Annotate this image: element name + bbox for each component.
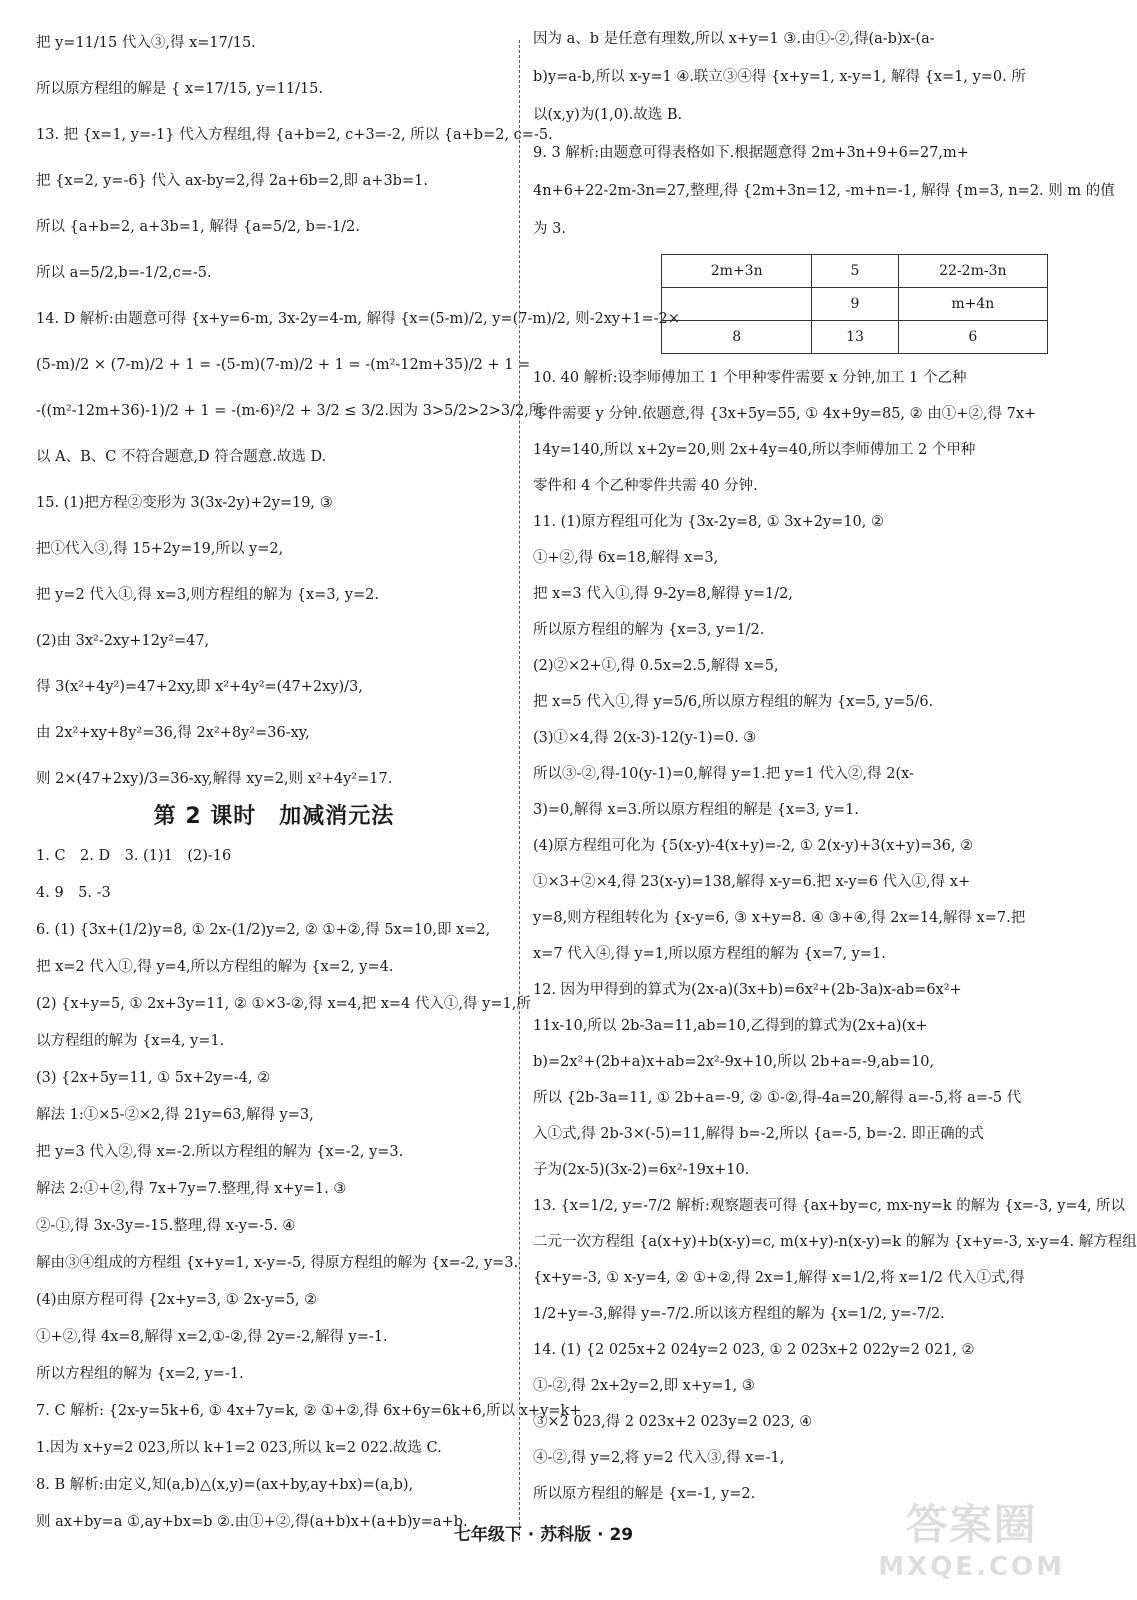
right-column: [533, 20, 1137, 1512]
text-line: 所以方程组的解为 {x=2, y=-1.: [36, 1366, 244, 1382]
text-line: 13. {x=1/2, y=-7/2 解析:观察题表可得 {ax+by=c, mx-ny=k 的解为 {x=-3, y=4, 所以: [533, 1198, 1126, 1214]
text-line: (4)由原方程可得 {2x+y=3, ① 2x-y=5, ②: [36, 1292, 318, 1308]
text-line: ④-②,得 y=2,将 y=2 代入③,得 x=-1,: [533, 1450, 785, 1466]
table-row: [662, 321, 1048, 354]
text-line: 6. (1) {3x+(1/2)y=8, ① 2x-(1/2)y=2, ② ①+②,得 5x=10,即 x=2,: [36, 922, 491, 938]
text-line: 14. (1) {2 025x+2 024y=2 023, ① 2 023x+2 022y=2 021, ②: [533, 1342, 975, 1358]
text-line: 3)=0,解得 x=3.所以原方程组的解是 {x=3, y=1.: [533, 802, 859, 818]
text-line: ①+②,得 4x=8,解得 x=2,①-②,得 2y=-2,解得 y=-1.: [36, 1329, 388, 1345]
text-line: 把 y=3 代入②,得 x=-2.所以方程组的解为 {x=-2, y=3.: [36, 1144, 404, 1160]
text-line: 以方程组的解为 {x=4, y=1.: [36, 1033, 225, 1049]
text-line: 9. 3 解析:由题意可得表格如下.根据题意得 2m+3n+9+6=27,m+: [533, 145, 969, 161]
answer-table: [661, 254, 1048, 354]
text-line: 7. C 解析: {2x-y=5k+6, ① 4x+7y=k, ② ①+②,得 6x+6y=6k+6,所以 x+y=k+: [36, 1403, 582, 1419]
text-line: b)=2x²+(2b+a)x+ab=2x²-9x+10,所以 2b+a=-9,ab=10,: [533, 1054, 935, 1070]
watermark-bottom: MXQE.COM: [878, 1552, 1065, 1582]
text-line: 4n+6+22-2m-3n=27,整理,得 {2m+3n=12, -m+n=-1, 解得 {m=3, n=2. 则 m 的值: [533, 183, 1115, 199]
text-line: ①+②,得 6x=18,解得 x=3,: [533, 550, 719, 566]
text-line: 把①代入③,得 15+2y=19,所以 y=2,: [36, 541, 284, 557]
text-line: (5-m)/2 × (7-m)/2 + 1 = -(5-m)(7-m)/2 + 1 = -(m²-12m+35)/2 + 1 =: [36, 357, 531, 373]
text-line: -((m²-12m+36)-1)/2 + 1 = -(m-6)²/2 + 3/2 ≤ 3/2.因为 3>5/2>2>3/2,所: [36, 403, 544, 419]
text-line: 8. B 解析:由定义,知(a,b)△(x,y)=(ax+by,ay+bx)=(a,b),: [36, 1477, 414, 1493]
text-line: (2)②×2+①,得 0.5x=2.5,解得 x=5,: [533, 658, 779, 674]
text-line: 所以原方程组的解为 {x=3, y=1/2.: [533, 622, 765, 638]
text-line: 因为 a、b 是任意有理数,所以 x+y=1 ③.由①-②,得(a-b)x-(a-: [533, 31, 935, 47]
text-line: 把 x=2 代入①,得 y=4,所以方程组的解为 {x=2, y=4.: [36, 959, 394, 975]
text-line: 解法 1:①×5-②×2,得 21y=63,解得 y=3,: [36, 1107, 314, 1123]
text-line: 把 {x=2, y=-6} 代入 ax-by=2,得 2a+6b=2,即 a+3b=1.: [36, 173, 428, 189]
text-line: 把 y=2 代入①,得 x=3,则方程组的解为 {x=3, y=2.: [36, 587, 379, 603]
text-line: 10. 40 解析:设李师傅加工 1 个甲种零件需要 x 分钟,加工 1 个乙种: [533, 370, 967, 386]
text-line: ①×3+②×4,得 23(x-y)=138,解得 x-y=6.把 x-y=6 代入①,得 x+: [533, 874, 971, 890]
table-cell: 5: [812, 255, 898, 288]
text-line: 所以原方程组的解是 { x=17/15, y=11/15.: [36, 81, 324, 97]
text-line: 14y=140,所以 x+2y=20,则 2x+4y=40,所以李师傅加工 2 个甲种: [533, 442, 976, 458]
text-line: 得 3(x²+4y²)=47+2xy,即 x²+4y²=(47+2xy)/3,: [36, 679, 363, 695]
table-row: [662, 288, 1048, 321]
table-cell: 6: [898, 321, 1047, 354]
text-line: ③×2 023,得 2 023x+2 023y=2 023, ④: [533, 1414, 813, 1430]
text-line: 11. (1)原方程组可化为 {3x-2y=8, ① 3x+2y=10, ②: [533, 514, 884, 530]
text-line: 二元一次方程组 {a(x+y)+b(x-y)=c, m(x+y)-n(x-y)=k 的解为 {x+y=-3, x-y=4. 解方程组: [533, 1234, 1137, 1250]
text-line: 为 3.: [533, 221, 566, 237]
text-line: (2)由 3x²-2xy+12y²=47,: [36, 633, 210, 649]
text-line: 零件需要 y 分钟.依题意,得 {3x+5y=55, ① 4x+9y=85, ② 由①+②,得 7x+: [533, 406, 1037, 422]
text-line: 子为(2x-5)(3x-2)=6x²-19x+10.: [533, 1162, 750, 1178]
text-line: 把 y=11/15 代入③,得 x=17/15.: [36, 35, 256, 51]
text-line: 所以 {a+b=2, a+3b=1, 解得 {a=5/2, b=-1/2.: [36, 219, 360, 235]
text-line: (4)原方程组可化为 {5(x-y)-4(x+y)=-2, ① 2(x-y)+3(x+y)=36, ②: [533, 838, 974, 854]
text-line: 以(x,y)为(1,0).故选 B.: [533, 107, 683, 123]
right-lines-b: [533, 360, 1137, 1512]
table-cell: 13: [812, 321, 898, 354]
text-line: 把 x=3 代入①,得 9-2y=8,解得 y=1/2,: [533, 586, 793, 602]
text-line: 解由③④组成的方程组 {x+y=1, x-y=-5, 得原方程组的解为 {x=-2, y=3.: [36, 1255, 519, 1271]
text-line: 13. 把 {x=1, y=-1} 代入方程组,得 {a+b=2, c+3=-2, 所以 {a+b=2, c=-5.: [36, 127, 553, 143]
text-line: 15. (1)把方程②变形为 3(3x-2y)+2y=19, ③: [36, 495, 333, 511]
text-line: 4. 9 5. -3: [36, 885, 111, 901]
text-line: ②-①,得 3x-3y=-15.整理,得 x-y=-5. ④: [36, 1218, 296, 1234]
text-line: 以 A、B、C 不符合题意,D 符合题意.故选 D.: [36, 449, 327, 465]
column-divider: [519, 40, 520, 1540]
table-row: [662, 255, 1048, 288]
text-line: 由 2x²+xy+8y²=36,得 2x²+8y²=36-xy,: [36, 725, 310, 741]
text-line: y=8,则方程组转化为 {x-y=6, ③ x+y=8. ④ ③+④,得 2x=14,解得 x=7.把: [533, 910, 1026, 926]
text-line: 入①式,得 2b-3×(-5)=11,解得 b=-2,所以 {a=-5, b=-2. 即正确的式: [533, 1126, 984, 1142]
text-line: {x+y=-3, ① x-y=4, ② ①+②,得 2x=1,解得 x=1/2,将 x=1/2 代入①式,得: [533, 1270, 1025, 1286]
table-cell: 8: [662, 321, 812, 354]
text-line: 所以 a=5/2,b=-1/2,c=-5.: [36, 265, 212, 281]
text-line: (3) {2x+5y=11, ① 5x+2y=-4, ②: [36, 1070, 271, 1086]
text-line: 1/2+y=-3,解得 y=-7/2.所以该方程组的解为 {x=1/2, y=-7/2.: [533, 1306, 945, 1322]
table-cell: 2m+3n: [662, 255, 812, 288]
section-title: 第 2 课时 加减消元法: [153, 804, 395, 829]
text-line: 1.因为 x+y=2 023,所以 k+1=2 023,所以 k=2 022.故选 C.: [36, 1440, 442, 1456]
text-line: 解法 2:①+②,得 7x+7y=7.整理,得 x+y=1. ③: [36, 1181, 347, 1197]
table-cell: 9: [812, 288, 898, 321]
right-lines-a: [533, 20, 1115, 248]
table-cell: 22-2m-3n: [898, 255, 1047, 288]
watermark-top: 答案圈: [905, 1500, 1038, 1549]
text-line: 14. D 解析:由题意可得 {x+y=6-m, 3x-2y=4-m, 解得 {x=(5-m)/2, y=(7-m)/2, 则-2xy+1=-2×: [36, 311, 680, 327]
text-line: 所以③-②,得-10(y-1)=0,解得 y=1.把 y=1 代入②,得 2(x-: [533, 766, 914, 782]
text-line: 把 x=5 代入①,得 y=5/6,所以原方程组的解为 {x=5, y=5/6.: [533, 694, 934, 710]
text-line: x=7 代入④,得 y=1,所以原方程组的解为 {x=7, y=1.: [533, 946, 886, 962]
text-line: 则 ax+by=a ①,ay+bx=b ②.由①+②,得(a+b)x+(a+b)y=a+b.: [36, 1514, 468, 1530]
text-line: b)y=a-b,所以 x-y=1 ④.联立③④得 {x+y=1, x-y=1, 解得 {x=1, y=0. 所: [533, 69, 1026, 85]
watermark-logo: [878, 1492, 1065, 1582]
text-line: 所以 {2b-3a=11, ① 2b+a=-9, ② ①-②,得-4a=20,解得 a=-5,将 a=-5 代: [533, 1090, 1022, 1106]
text-line: 1. C 2. D 3. (1)1 (2)-16: [36, 848, 232, 864]
text-line: 12. 因为甲得到的算式为(2x-a)(3x+b)=6x²+(2b-3a)x-ab=6x²+: [533, 982, 962, 998]
text-line: ①-②,得 2x+2y=2,即 x+y=1, ③: [533, 1378, 755, 1394]
table-cell: [662, 288, 812, 321]
text-line: 所以原方程组的解是 {x=-1, y=2.: [533, 1486, 756, 1502]
page-footer: 七年级下 · 苏科版 · 29: [453, 1525, 634, 1545]
text-line: (2) {x+y=5, ① 2x+3y=11, ② ①×3-②,得 x=4,把 x=4 代入①,得 y=1,所: [36, 996, 531, 1012]
table-cell: m+4n: [898, 288, 1047, 321]
text-line: 11x-10,所以 2b-3a=11,ab=10,乙得到的算式为(2x+a)(x+: [533, 1018, 928, 1034]
text-line: (3)①×4,得 2(x-3)-12(y-1)=0. ③: [533, 730, 757, 746]
text-line: 则 2×(47+2xy)/3=36-xy,解得 xy=2,则 x²+4y²=17.: [36, 771, 393, 787]
text-line: 零件和 4 个乙种零件共需 40 分钟.: [533, 478, 758, 494]
